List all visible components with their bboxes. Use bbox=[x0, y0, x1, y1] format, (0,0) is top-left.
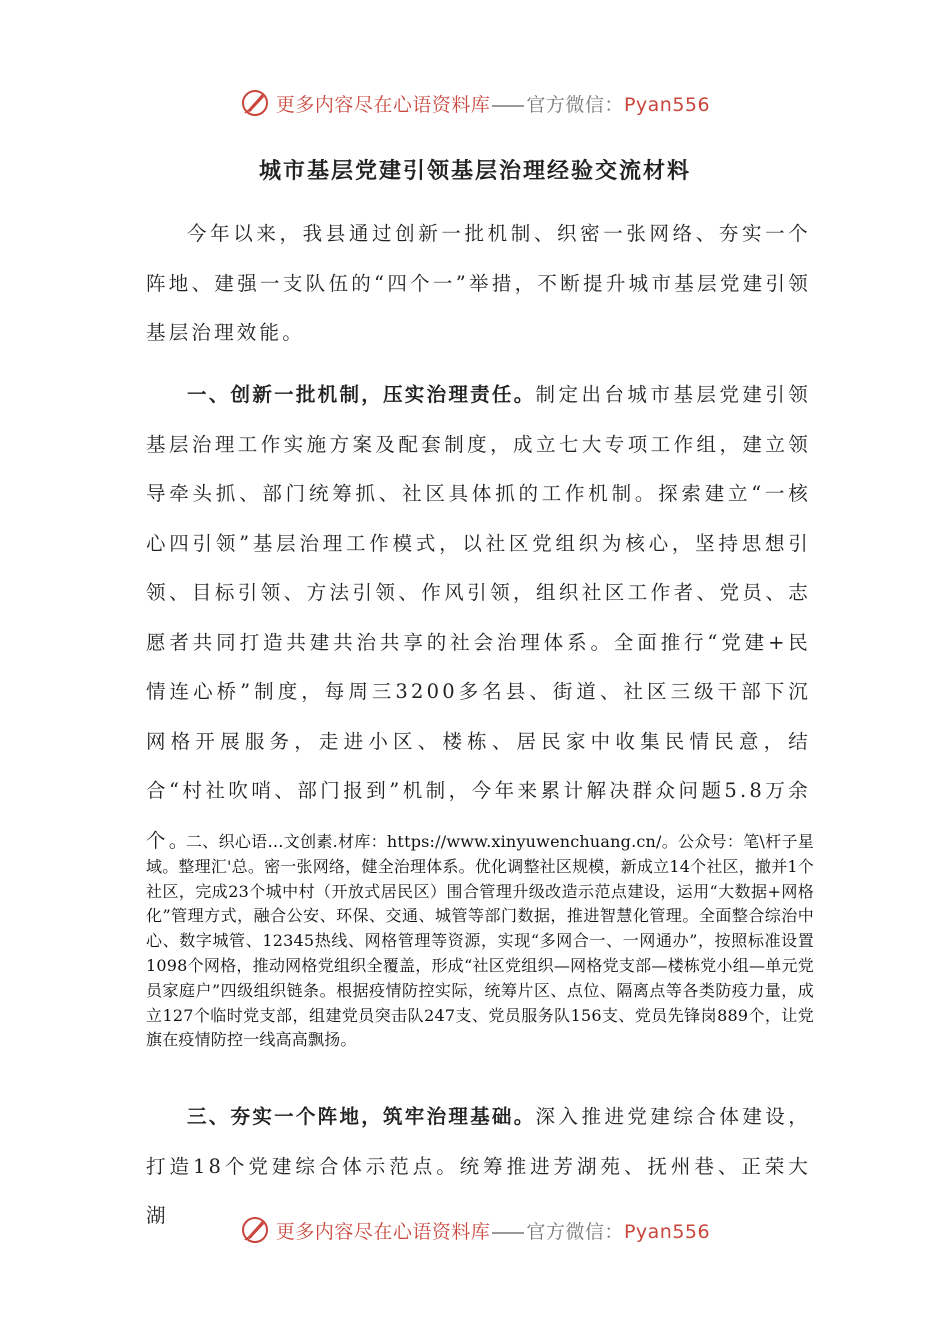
footer-watermark bbox=[0, 1210, 950, 1250]
quill-logo-icon bbox=[240, 88, 270, 118]
section-2-paragraph: 二、织心语…文创素.材库：https://www.xinyuwenchuang.cn/。公众号：笔\杆子星域。整理汇'总。密一张网络，健全治理体系。优化调整社区规模，新成立14个社区，撤并1个社区，完成23个城中村（开放式居民区）围合管理升级改造示范点建设，运用“大数据+网格化”管理方式，融合公安、环保、交通、城管等部门数据，推进智慧化管理。全面整合综治中心、数字城管、12345热线、网格管理等资源，实现“多网合一、一网通办”，按照标准设置1098个网格，推动网格党组织全覆盖，形成“社区党组织—网格党支部—楼栋党小组—单元党员家庭户”四级组织链条。根据疫情防控实际，统筹片区、点位、隔离点等各类防疫力量，成立127个临时党支部，组建党员突击队247支、党员服务队156支、党员先锋岗889个，让党旗在疫情防控一线高高飘扬。 bbox=[146, 832, 814, 1050]
banner-text: 更多内容尽在心语资料库 官方微信：Pyan556 bbox=[275, 93, 711, 116]
document-title: 城市基层党建引领基层治理经验交流材料 bbox=[258, 159, 691, 184]
section-3-body: 深入推进党建综合体建设，打造18个党建综合体示范点。统筹推进芳湖苑、抚州巷、正荣大湖 bbox=[146, 1105, 811, 1227]
section-1-heading: 一、创新一批机制，压实治理责任。 bbox=[187, 383, 536, 406]
banner-text: 更多内容尽在心语资料库 官方微信：Pyan556 bbox=[275, 1220, 711, 1243]
header-watermark bbox=[0, 83, 950, 123]
section-1-body: 制定出台城市基层党建引领基层治理工作实施方案及配套制度，成立七大专项工作组，建立领导牵头抓、部门统筹抓、社区具体抓的工作机制。探索建立“一核心四引领”基层治理工作模式，以社区党组织为核心，坚持思想引领、目标引领、方法引领、作风引领，组织社区工作者、党员、志愿者共同打造共建共治共享的社会治理体系。全面推行“党建+民情连心桥”制度，每周三3200多名县、街道、社区三级干部下沉网格开展服务，走进小区、楼栋、居民家中收集民情民意，结合“村社吹哨、部门报到”机制，今年来累计解决群众问题5.8万余个。 bbox=[146, 383, 811, 852]
section-1-paragraph bbox=[146, 370, 811, 865]
quill-logo-icon bbox=[240, 1215, 270, 1245]
section-3-heading: 三、夯实一个阵地，筑牢治理基础。 bbox=[187, 1105, 536, 1128]
intro-paragraph: 今年以来，我县通过创新一批机制、织密一张网络、夯实一个阵地、建强一支队伍的“四个一”举措，不断提升城市基层党建引领基层治理效能。 bbox=[146, 222, 811, 344]
